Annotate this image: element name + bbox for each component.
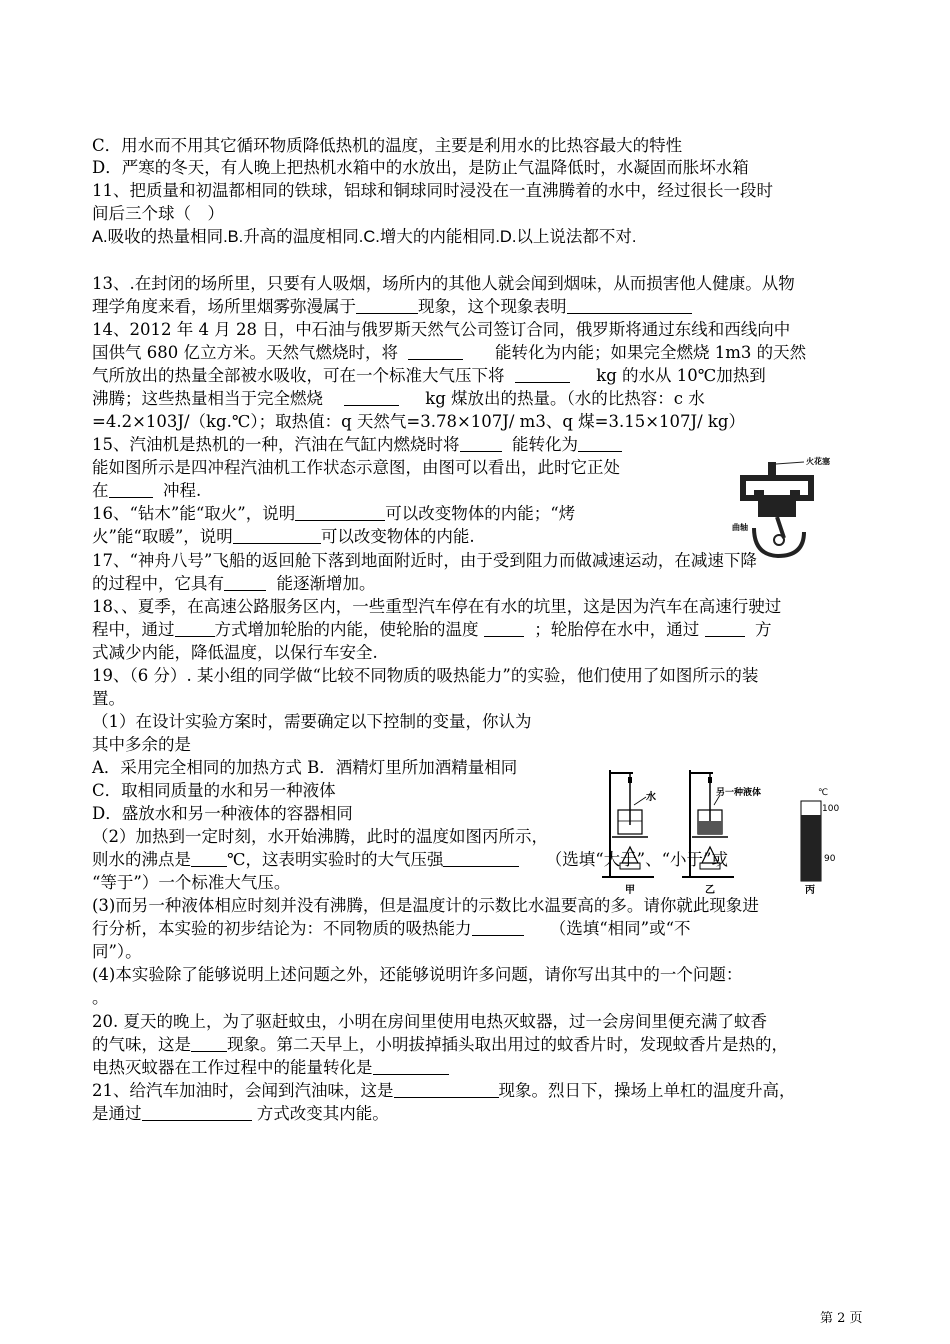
q21-line2: 是通过 方式改变其内能。 [92, 1104, 389, 1123]
option-d: D．严寒的冬天，有人晚上把热机水箱中的水放出，是防止气温降低时，水凝固而胀坏水箱 [92, 158, 749, 177]
q20-line2: 的气味，这是 现象。第二天早上，小明拔掉插头取出用过的蚊香片时，发现蚊香片是热的， [92, 1035, 788, 1054]
page-footer: 第 2 页 [820, 1311, 863, 1326]
q19-2-line2: 则水的沸点是 ℃，这表明实验时的大气压强 （选填“大于”、“小于”或 [92, 850, 728, 869]
celsius-label: ℃ [818, 788, 829, 798]
tick-100: 100 [822, 804, 840, 814]
q14-line1: 14、2012 年 4 月 28 日，中石油与俄罗斯天然气公司签订合同，俄罗斯将通过东线和西线向中 [92, 320, 791, 339]
q19-option-a: A．采用完全相同的加热方式 B．酒精灯里所加酒精量相同 [92, 758, 518, 777]
experiment-figure [598, 765, 860, 900]
label-jia: 甲 [625, 885, 635, 896]
q15-line3: 在 冲程. [92, 481, 202, 500]
q14-line3: 气所放出的热量全部被水吸收，可在一个标准大气压下将 kg 的水从 10℃加热到 [92, 366, 766, 385]
q18-line2: 程中，通过 方式增加轮胎的内能，使轮胎的温度 ；轮胎停在水中，通过 方 [92, 620, 772, 639]
label-yi: 乙 [705, 885, 715, 896]
q19-line1: 19、（6 分）. 某小组的同学做“比较不同物质的吸热能力”的实验，他们使用了如图所示的装 [92, 666, 759, 685]
q20-line3: 电热灭蚊器在工作过程中的能量转化是 [92, 1057, 449, 1079]
q14-line4: 沸腾；这些热量相当于完全燃烧 kg 煤放出的热量。（水的比热容：c 水 [92, 389, 705, 408]
q19-2-line3: “等于”）一个标准大气压。 [92, 873, 291, 892]
q19-1-line2: 其中多余的是 [92, 735, 191, 754]
q19-4-line2: 。 [92, 988, 109, 1007]
other-liquid-label: 另一种液体 [716, 788, 762, 798]
q17-line2: 的过程中，它具有 能逐渐增加。 [92, 574, 376, 593]
q15-line2: 能如图所示是四冲程汽油机工作状态示意图，由图可以看出，此时它正处 [92, 458, 620, 477]
q19-option-c: C．取相同质量的水和另一种液体 [92, 781, 336, 800]
q19-3-line3: 同”）。 [92, 942, 142, 961]
q18-line1: 18、、夏季，在高速公路服务区内，一些重型汽车停在有水的坑里，这是因为汽车在高速行驶过 [92, 597, 782, 616]
q19-option-d: D．盛放水和另一种液体的容器相同 [92, 804, 353, 823]
q20-line1: 20. 夏天的晚上，为了驱赶蚊虫，小明在房间里使用电热灭蚊器，过一会房间里便充满了蚊香 [92, 1012, 767, 1031]
q18-line3: 式减少内能，降低温度，以保行车安全. [92, 643, 378, 662]
q19-2-line1: （2）加热到一定时刻，水开始沸腾，此时的温度如图丙所示， [92, 827, 548, 846]
q11-line2: 间后三个球（ ） [92, 204, 224, 223]
spark-plug-label: 火花塞 [806, 457, 830, 466]
q14-line5: =4.2×103J/（kg.℃）；取热值：q 天然气=3.78×107J/ m3、q 煤=3.15×107J/ kg） [92, 412, 745, 431]
q21-line1: 21、给汽车加油时，会闻到汽油味，这是 现象。烈日下，操场上单杠的温度升高， [92, 1081, 796, 1100]
option-c: C．用水而不用其它循环物质降低热机的温度，主要是利用水的比热容最大的特性 [92, 136, 683, 155]
q19-3-line2: 行分析，本实验的初步结论为：不同物质的吸热能力 （选填“相同”或“不 [92, 919, 691, 938]
q16-line1: 16、“钻木”能“取火”，说明 可以改变物体的内能；“烤 [92, 504, 576, 523]
q19-3-line1: (3)而另一种液体相应时刻并没有沸腾，但是温度计的示数比水温要高的多。请你就此现象进 [92, 896, 759, 915]
tick-90: 90 [824, 854, 836, 864]
water-label: 水 [646, 792, 656, 803]
q19-1-line1: （1）在设计实验方案时，需要确定以下控制的变量，你认为 [92, 712, 532, 731]
q16-line2: 火”能“取暖”，说明 可以改变物体的内能. [92, 527, 475, 546]
q11-options: A.吸收的热量相同.B.升高的温度相同.C.增大的内能相同.D.以上说法都不对. [92, 228, 637, 246]
crank-label: 曲轴 [732, 523, 748, 532]
q17-line1: 17、“神舟八号”飞船的返回舱下落到地面附近时，由于受到阻力而做减速运动，在减速下降 [92, 551, 757, 570]
q14-line2: 国供气 680 亿立方米。天然气燃烧时，将 能转化为内能；如果完全燃烧 1m3 的天然 [92, 343, 807, 362]
q11-line1: 11、把质量和初温都相同的铁球，铝球和铜球同时浸没在一直沸腾着的水中，经过很长一段时 [92, 181, 773, 200]
engine-figure [732, 450, 852, 565]
q13-line2: 理学角度来看，场所里烟雾弥漫属于 现象，这个现象表明 [92, 296, 692, 318]
label-bing: 丙 [805, 885, 815, 896]
q19-4-line1: (4)本实验除了能够说明上述问题之外，还能够说明许多问题，请你写出其中的一个问题： [92, 965, 743, 984]
q19-line2: 置。 [92, 689, 125, 708]
q15-line1: 15、汽油机是热机的一种，汽油在气缸内燃烧时将 能转化为 [92, 434, 622, 456]
q13-line1: 13、.在封闭的场所里，只要有人吸烟，场所内的其他人就会闻到烟味，从而损害他人健康。从物 [92, 274, 795, 293]
